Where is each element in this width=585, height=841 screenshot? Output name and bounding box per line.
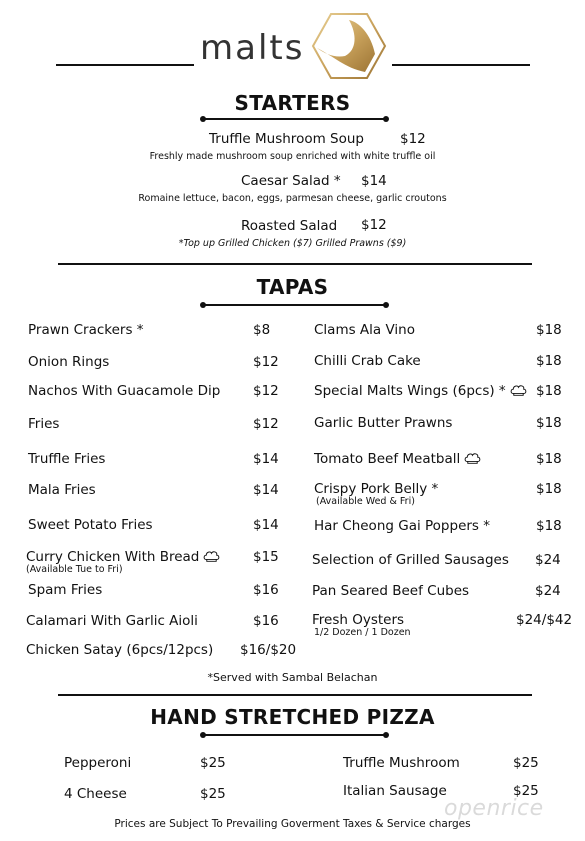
menu-item-price: $25 [200, 755, 226, 771]
starter-item-price: $14 [361, 173, 387, 189]
menu-item-label: Curry Chicken With Bread [26, 549, 200, 565]
menu-item-label: Clams Ala Vino [314, 322, 415, 338]
menu-item-name [314, 415, 452, 431]
tapas-title: TAPAS [256, 275, 329, 299]
menu-item-name [314, 481, 438, 497]
menu-item-name [26, 613, 198, 629]
menu-item-label: Special Malts Wings (6pcs) * [314, 383, 506, 399]
menu-item-name [28, 482, 96, 498]
menu-item-price: $16/$20 [240, 642, 297, 658]
menu-item-label: Fries [28, 416, 60, 432]
menu-item-price: $18 [536, 322, 562, 338]
menu-item-label: Onion Rings [28, 354, 110, 370]
menu-item-price: $25 [513, 755, 539, 771]
menu-item-name [312, 552, 509, 568]
starter-item-price: $12 [361, 217, 387, 233]
starter-item-price: $12 [400, 131, 426, 147]
menu-item-label: Garlic Butter Prawns [314, 415, 453, 431]
menu-item-name [26, 642, 213, 658]
menu-item-price: $18 [536, 451, 562, 467]
menu-item-label: Crispy Pork Belly * [314, 481, 439, 497]
menu-item-name [64, 786, 127, 802]
malts-logo-icon [311, 12, 387, 80]
menu-item-label: Truffle Mushroom [343, 755, 460, 771]
starter-item-name: Roasted Salad [241, 218, 338, 234]
menu-item-price: $18 [536, 353, 562, 369]
menu-item-name [28, 451, 105, 467]
menu-item-label: Prawn Crackers * [28, 322, 144, 338]
menu-item-price: $8 [253, 322, 271, 338]
menu-item-name [312, 612, 404, 628]
menu-item-price: $15 [253, 549, 279, 565]
starters-title: STARTERS [234, 91, 351, 115]
menu-item-availability: (Available Wed & Fri) [316, 496, 415, 507]
menu-item-price: $16 [253, 582, 279, 598]
menu-item-label: Nachos With Guacamole Dip [28, 383, 221, 399]
starters-title-bar [203, 118, 386, 120]
tapas-footnote: *Served with Sambal Belachan [207, 671, 378, 684]
tapas-title-bar [203, 304, 386, 306]
menu-item-label: Calamari With Garlic Aioli [26, 613, 198, 629]
brand-name: malts [200, 28, 305, 68]
pizza-title: HAND STRETCHED PIZZA [150, 705, 435, 729]
menu-item-price: $12 [253, 383, 279, 399]
menu-item-label: Tomato Beef Meatball [314, 451, 461, 467]
menu-item-availability: 1/2 Dozen / 1 Dozen [314, 627, 411, 638]
menu-item-label: Italian Sausage [343, 783, 447, 799]
menu-item-price: $16 [253, 613, 279, 629]
menu-item-name [28, 354, 109, 370]
menu-item-label: Har Cheong Gai Poppers * [314, 518, 490, 534]
menu-item-name [28, 383, 220, 399]
chef-hat-icon [203, 550, 220, 562]
menu-item-label: 4 Cheese [64, 786, 127, 802]
menu-item-label: Selection of Grilled Sausages [312, 552, 509, 568]
menu-item-price: $24 [535, 552, 561, 568]
header-rule-left [56, 64, 194, 66]
menu-item-name [28, 322, 144, 338]
menu-item-name [64, 755, 131, 771]
menu-item-price: $18 [536, 383, 562, 399]
starter-item-desc: Freshly made mushroom soup enriched with white truffle oil [149, 151, 436, 162]
menu-item-name [28, 582, 102, 598]
menu-item-price: $25 [513, 783, 539, 799]
menu-item-label: Mala Fries [28, 482, 96, 498]
menu-item-name [343, 783, 447, 799]
menu-item-price: $12 [253, 416, 279, 432]
menu-item-price: $18 [536, 518, 562, 534]
menu-item-label: Fresh Oysters [312, 612, 405, 628]
menu-item-name [312, 583, 469, 599]
menu-item-price: $25 [200, 786, 226, 802]
pizza-title-bar [203, 734, 386, 736]
menu-item-price: $14 [253, 482, 279, 498]
section-divider [58, 694, 532, 696]
tax-disclaimer: Prices are Subject To Prevailing Goverment Taxes & Service charges [114, 818, 471, 830]
openrice-watermark: openrice [444, 796, 544, 821]
menu-item-label: Truffle Fries [28, 451, 106, 467]
menu-item-name [314, 518, 490, 534]
starter-item-name: Caesar Salad * [241, 173, 341, 189]
starter-topup-note: *Top up Grilled Chicken ($7) Grilled Prawns ($9) [178, 238, 407, 249]
header-rule-right [392, 64, 530, 66]
menu-item-price: $14 [253, 451, 279, 467]
chef-hat-icon [464, 452, 481, 464]
menu-item-label: Pepperoni [64, 755, 132, 771]
menu-item-name [343, 755, 460, 771]
menu-item-price: $12 [253, 354, 279, 370]
menu-item-name [314, 322, 415, 338]
menu-item-price: $24/$42 [516, 612, 573, 628]
menu-item-label: Chicken Satay (6pcs/12pcs) [26, 642, 214, 658]
starter-item-name: Truffle Mushroom Soup [209, 131, 364, 147]
menu-item-label: Sweet Potato Fries [28, 517, 153, 533]
menu-item-price: $18 [536, 481, 562, 497]
menu-item-name [26, 549, 220, 565]
chef-hat-icon [510, 384, 527, 396]
menu-item-name [314, 451, 481, 467]
starter-item-desc: Romaine lettuce, bacon, eggs, parmesan cheese, garlic croutons [138, 193, 447, 204]
section-divider [58, 263, 532, 265]
menu-item-price: $14 [253, 517, 279, 533]
menu-item-name [28, 416, 59, 432]
menu-item-availability: (Available Tue to Fri) [26, 564, 123, 575]
menu-item-label: Pan Seared Beef Cubes [312, 583, 470, 599]
menu-item-name [314, 383, 527, 399]
menu-item-label: Chilli Crab Cake [314, 353, 421, 369]
menu-item-price: $18 [536, 415, 562, 431]
menu-item-label: Spam Fries [28, 582, 103, 598]
menu-item-price: $24 [535, 583, 561, 599]
menu-item-name [314, 353, 421, 369]
menu-item-name [28, 517, 153, 533]
